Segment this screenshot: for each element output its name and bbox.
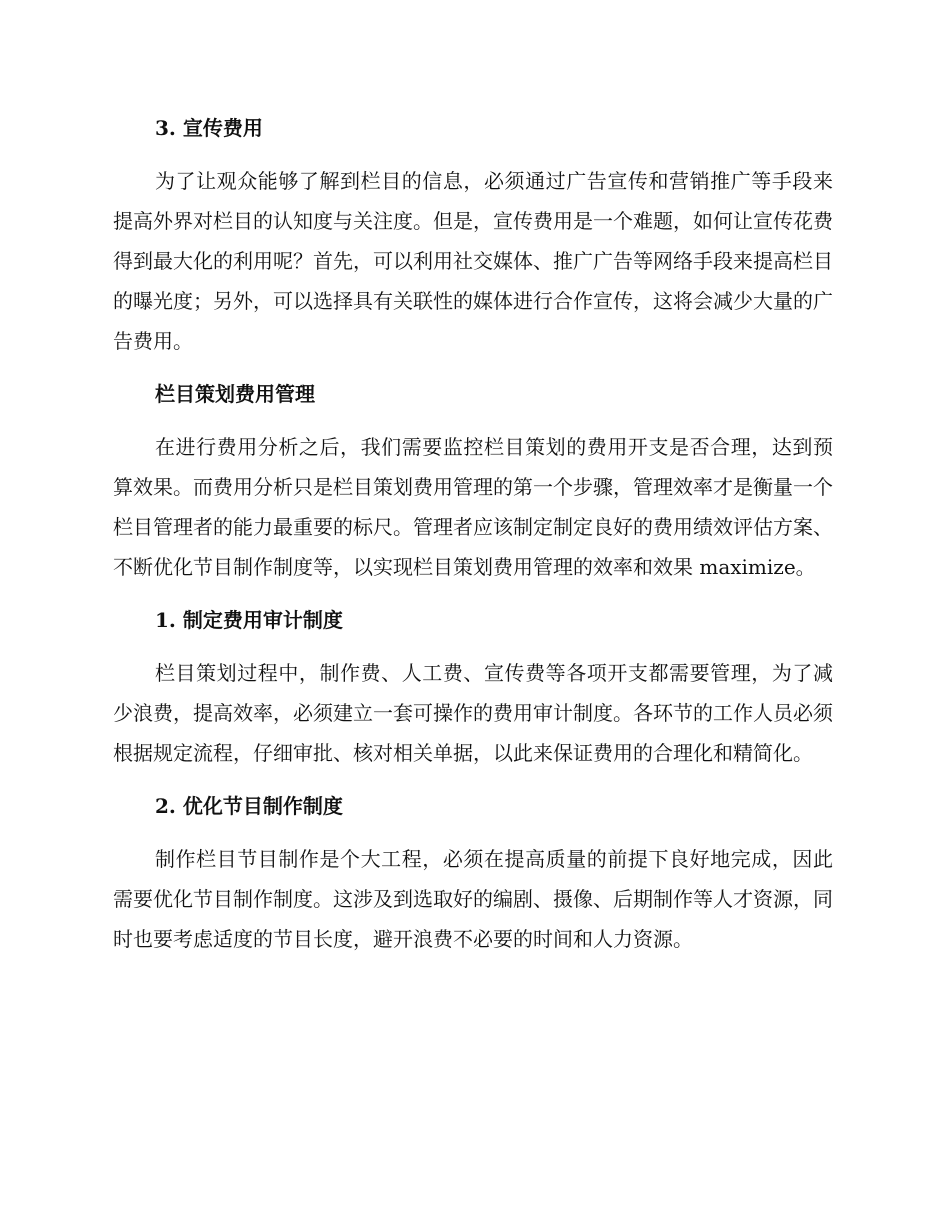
section-heading-audit-system: 1. 制定费用审计制度 xyxy=(155,608,343,632)
document-body xyxy=(113,108,833,972)
section-paragraph-cost-management: 在进行费用分析之后，我们需要监控栏目策划的费用开支是否合理，达到预算效果。而费用分析只是栏目策划费用管理的第一个步骤，管理效率才是衡量一个栏目管理者的能力最重要的标尺。管理者应该制定制定良好的费用绩效评估方案、不断优化节目制作制度等，以实现栏目策划费用管理的效率和效果 maximize。 xyxy=(113,435,833,579)
section-paragraph-production-system: 制作栏目节目制作是个大工程，必须在提高质量的前提下良好地完成，因此需要优化节目制作制度。这涉及到选取好的编剧、摄像、后期制作等人才资源，同时也要考虑适度的节目长度，避开浪费不必要的时间和人力资源。 xyxy=(113,847,833,951)
section-heading-cost-management: 栏目策划费用管理 xyxy=(155,382,315,406)
section-paragraph-promotion-cost: 为了让观众能够了解到栏目的信息，必须通过广告宣传和营销推广等手段来提高外界对栏目的认知度与关注度。但是，宣传费用是一个难题，如何让宣传花费得到最大化的利用呢？首先，可以利用社交媒体、推广广告等网络手段来提高栏目的曝光度；另外，可以选择具有关联性的媒体进行合作宣传，这将会减少大量的广告费用。 xyxy=(113,169,833,353)
section-heading-production-system: 2. 优化节目制作制度 xyxy=(155,794,343,818)
section-paragraph-audit-system: 栏目策划过程中，制作费、人工费、宣传费等各项开支都需要管理，为了减少浪费，提高效率，必须建立一套可操作的费用审计制度。各环节的工作人员必须根据规定流程，仔细审批、核对相关单据，以此来保证费用的合理化和精简化。 xyxy=(113,661,833,765)
section-heading-promotion-cost: 3. 宣传费用 xyxy=(155,116,263,140)
